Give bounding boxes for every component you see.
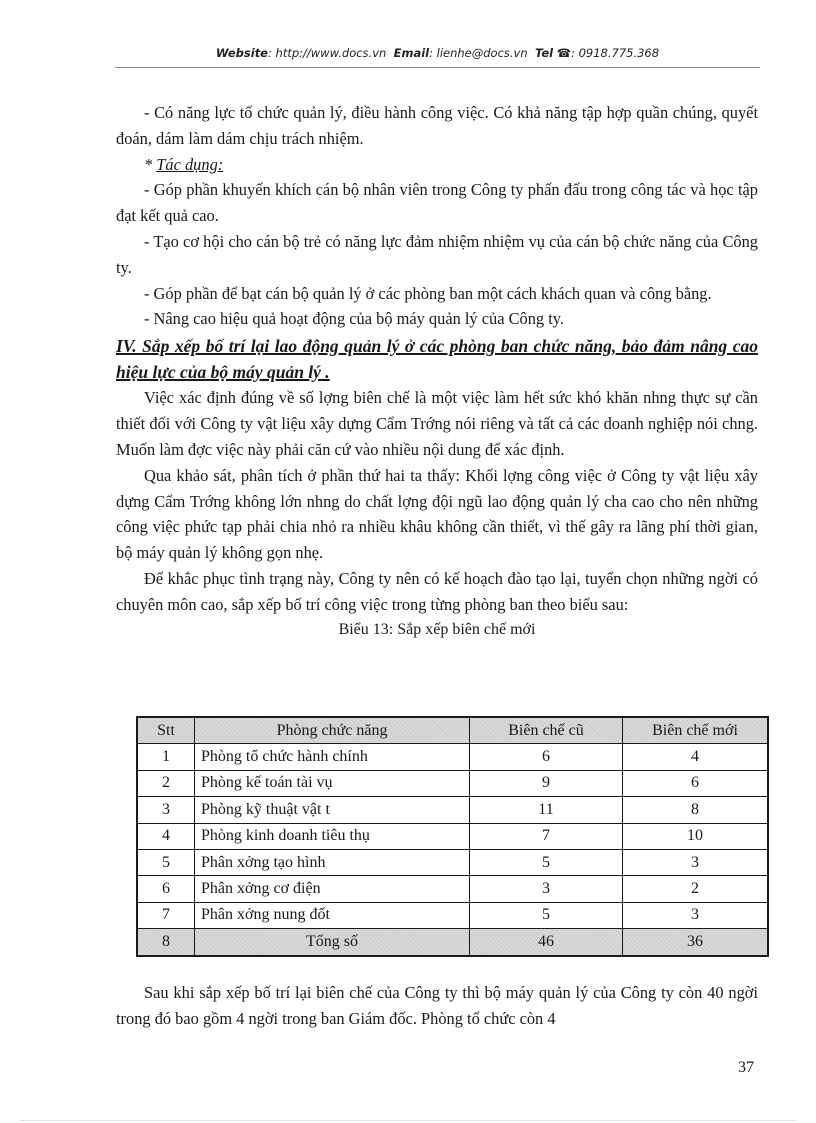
cell-stt: 5: [137, 849, 195, 875]
table-row: [137, 876, 768, 902]
tel-value: : 0918.775.368: [571, 46, 660, 60]
website-value: : http://www.docs.vn: [268, 46, 387, 60]
header-old-staff: Biên chế cũ: [470, 717, 623, 744]
table-row: [137, 797, 768, 823]
cell-total-label: Tổng số: [195, 929, 470, 956]
paragraph: Để khắc phục tình trạng này, Công ty nên có kế hoạch đào tạo lại, tuyển chọn những ngời có chuyên môn cao, sắp xếp bố trí công việc trong từng phòng ban theo biểu sau:: [116, 568, 758, 614]
cell-old: 11: [470, 797, 623, 823]
paragraph: Qua khảo sát, phân tích ở phần thứ hai ta thấy: Khối lợng công việc ở Công ty vật liệu xây dựng Cẩm Trớng không lớn nhng do chất lợng đội ngũ lao động quản lý cha cao cho nên những công việc phức tạp phải chia nhỏ ra nhiều khâu không cần thiết, vì thế gây ra lãng phí thời gian, bộ máy quản lý không gọn nhẹ.: [116, 465, 758, 563]
email-label: Email: [393, 46, 430, 60]
after-table-section: [116, 980, 758, 1032]
cell-new: 2: [623, 876, 769, 902]
header-stt: Stt: [137, 717, 195, 744]
cell-department: Phòng kỹ thuật vật t: [195, 797, 470, 823]
cell-new: 10: [623, 823, 769, 849]
cell-department: Phòng kinh doanh tiêu thụ: [195, 823, 470, 849]
footer-divider: [20, 1120, 796, 1121]
cell-stt: 3: [137, 797, 195, 823]
header-new-staff: Biên chế mới: [623, 717, 769, 744]
table-row: [137, 849, 768, 875]
page-content: [116, 100, 758, 642]
cell-stt: 8: [137, 929, 195, 956]
table-row: [137, 902, 768, 928]
cell-department: Phòng tổ chức hành chính: [195, 744, 470, 770]
cell-old: 9: [470, 770, 623, 796]
page-number: 37: [738, 1059, 754, 1076]
header-divider: [115, 67, 760, 68]
phone-icon: ☎: [556, 46, 572, 60]
cell-new: 6: [623, 770, 769, 796]
cell-department: Phân xởng cơ điện: [195, 876, 470, 902]
cell-stt: 4: [137, 823, 195, 849]
list-item: - Tạo cơ hội cho cán bộ trẻ có năng lực đảm nhiệm nhiệm vụ của cán bộ chức năng của Công ty.: [116, 231, 758, 277]
paragraph: Việc xác định đúng về số lợng biên chế là một việc làm hết sức khó khăn nhng thực sự cần thiết đối với Công ty vật liệu xây dựng Cẩm Trớng nói riêng và tất cả các doanh nghiệp nói chng. Muốn làm đợc việc này phải căn cứ vào nhiều nội dung để xác định.: [116, 388, 758, 459]
list-item: - Nâng cao hiệu quả hoạt động của bộ máy quản lý của Công ty.: [144, 309, 564, 329]
cell-new: 3: [623, 849, 769, 875]
website-label: Website: [215, 46, 268, 60]
cell-stt: 1: [137, 744, 195, 770]
cell-old: 6: [470, 744, 623, 770]
table-total-row: [137, 929, 768, 956]
list-item: - Góp phần khuyến khích cán bộ nhân viên trong Công ty phấn đấu trong công tác và học tập đạt kết quả cao.: [116, 180, 758, 226]
table-header-row: [137, 717, 768, 744]
cell-old: 3: [470, 876, 623, 902]
page-header: [115, 46, 760, 60]
paragraph: - Có năng lực tổ chức quản lý, điều hành công việc. Có khả năng tập hợp quần chúng, quyết đoán, dám làm dám chịu trách nhiệm.: [116, 103, 758, 148]
cell-department: Phân xởng tạo hình: [195, 849, 470, 875]
cell-department: Phân xởng nung đốt: [195, 902, 470, 928]
cell-stt: 7: [137, 902, 195, 928]
tel-label: Tel: [534, 46, 554, 60]
staffing-table: [136, 716, 769, 957]
cell-old: 7: [470, 823, 623, 849]
cell-new: 3: [623, 902, 769, 928]
cell-stt: 2: [137, 770, 195, 796]
tac-dung-label: Tác dụng:: [156, 154, 224, 174]
cell-stt: 6: [137, 876, 195, 902]
table-row: [137, 744, 768, 770]
list-item: - Góp phần để bạt cán bộ quản lý ở các phòng ban một cách khách quan và công bằng.: [144, 283, 712, 303]
table-row: [137, 770, 768, 796]
cell-new: 8: [623, 797, 769, 823]
paragraph: Sau khi sắp xếp bố trí lại biên chế của Công ty thì bộ máy quản lý của Công ty còn 40 ngời trong đó bao gồm 4 ngời trong ban Giám đốc. Phòng tổ chức còn 4: [116, 983, 758, 1028]
tac-dung-heading: * Tác dụng:: [144, 154, 224, 174]
cell-old: 5: [470, 902, 623, 928]
email-value: : lienhe@docs.vn: [429, 46, 528, 60]
cell-total-old: 46: [470, 929, 623, 956]
cell-new: 4: [623, 744, 769, 770]
table-row: [137, 823, 768, 849]
cell-old: 5: [470, 849, 623, 875]
header-department: Phòng chức năng: [195, 717, 470, 744]
section-heading: IV. Sắp xếp bố trí lại lao động quản lý ở các phòng ban chức năng, bảo đảm nâng cao hiệu lực của bộ máy quản lý .: [116, 336, 758, 382]
cell-total-new: 36: [623, 929, 769, 956]
cell-department: Phòng kế toán tài vụ: [195, 770, 470, 796]
table-caption: Biểu 13: Sắp xếp biên chế mới: [338, 620, 536, 638]
